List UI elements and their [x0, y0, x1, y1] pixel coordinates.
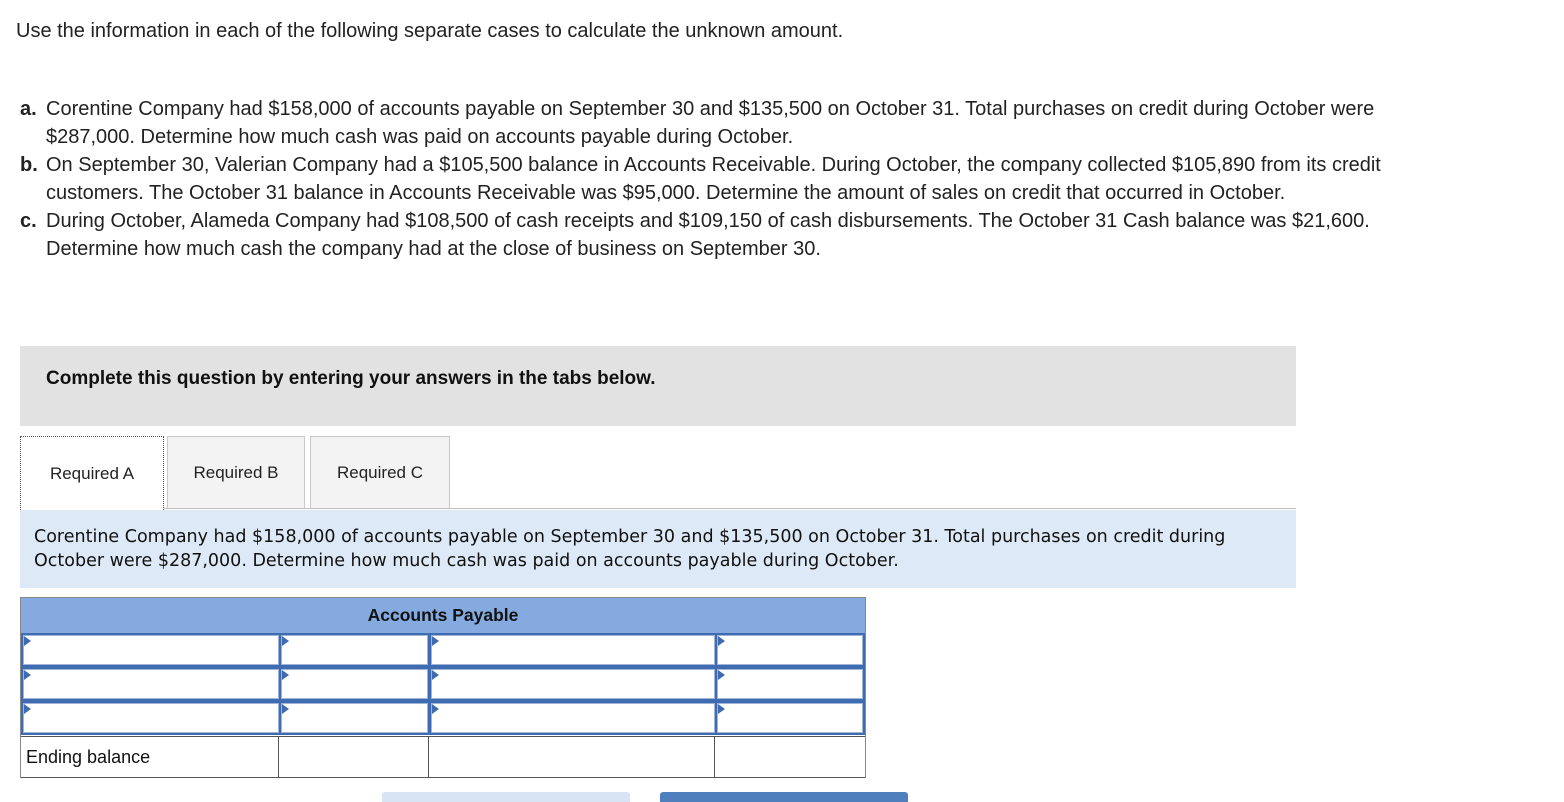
ending-right-amount-input[interactable]	[715, 737, 865, 778]
dropdown-flag-icon	[718, 704, 725, 714]
instructions-text: Use the information in each of the following separate cases to calculate the unknown amount.	[16, 20, 844, 42]
banner-text: Complete this question by entering your answers in the tabs below.	[46, 368, 656, 389]
question-prompt	[20, 510, 1296, 588]
right-label-input[interactable]	[431, 635, 715, 665]
ending-balance-label-cell	[21, 737, 279, 778]
left-amount-input[interactable]	[281, 635, 428, 665]
case-list	[20, 95, 1410, 263]
tab-bar	[20, 436, 1296, 510]
ending-left-amount-input[interactable]	[279, 737, 429, 778]
tab-required-b[interactable]: Required B	[167, 436, 305, 508]
next-button[interactable]	[660, 792, 908, 802]
dropdown-flag-icon	[282, 670, 289, 680]
case-item-b	[20, 151, 1410, 207]
dropdown-flag-icon	[718, 670, 725, 680]
case-text: Corentine Company had $158,000 of accounts payable on September 30 and $135,500 on October 31. Total purchases on credit during October were $287,000. Determine how much cash was paid on accounts payable during October.	[46, 98, 1375, 148]
left-amount-input[interactable]	[281, 703, 428, 733]
case-letter: b.	[20, 154, 38, 176]
case-text: On September 30, Valerian Company had a $105,500 balance in Accounts Receivable. During October, the company collected $105,890 from its credit customers. The October 31 balance in Accounts Receivable was $95,000. Determine the amount of sales on credit that occurred in October.	[46, 154, 1381, 204]
dropdown-flag-icon	[432, 704, 439, 714]
case-letter: a.	[20, 98, 37, 120]
prompt-text: Corentine Company had $158,000 of accounts payable on September 30 and $135,500 on October 31. Total purchases on credit during October were $287,000. Determine how much cash was paid on accounts payable during October.	[34, 527, 1226, 571]
ledger-row	[21, 633, 865, 667]
ending-right-label-cell	[429, 737, 715, 778]
left-label-input[interactable]	[23, 703, 279, 733]
dropdown-flag-icon	[282, 636, 289, 646]
right-label-input[interactable]	[431, 669, 715, 699]
right-amount-input[interactable]	[717, 669, 863, 699]
dropdown-flag-icon	[432, 670, 439, 680]
case-text: During October, Alameda Company had $108,500 of cash receipts and $109,150 of cash disbursements. The October 31 Cash balance was $21,600. Determine how much cash the company had at the close of business on September 30.	[46, 210, 1370, 260]
dropdown-flag-icon	[24, 670, 31, 680]
case-item-a	[20, 95, 1410, 151]
left-label-input[interactable]	[23, 669, 279, 699]
ledger-title: Accounts Payable	[21, 598, 865, 635]
t-account-accounts-payable	[20, 597, 866, 778]
right-amount-input[interactable]	[717, 635, 863, 665]
ledger-row	[21, 667, 865, 701]
ending-bottom-rule	[21, 777, 865, 778]
previous-button[interactable]	[382, 792, 630, 802]
dropdown-flag-icon	[282, 704, 289, 714]
dropdown-flag-icon	[24, 636, 31, 646]
right-amount-input[interactable]	[717, 703, 863, 733]
left-amount-input[interactable]	[281, 669, 428, 699]
tab-required-a[interactable]: Required A	[20, 436, 164, 510]
ending-balance-label: Ending balance	[26, 747, 151, 767]
right-label-input[interactable]	[431, 703, 715, 733]
instruction-banner	[20, 346, 1296, 426]
left-label-input[interactable]	[23, 635, 279, 665]
tab-required-c[interactable]: Required C	[310, 436, 450, 508]
tab-divider	[20, 508, 1296, 509]
dropdown-flag-icon	[432, 636, 439, 646]
case-item-c	[20, 207, 1410, 263]
ledger-row	[21, 701, 865, 735]
ending-balance-row	[21, 736, 865, 778]
dropdown-flag-icon	[24, 704, 31, 714]
dropdown-flag-icon	[718, 636, 725, 646]
case-letter: c.	[20, 210, 37, 232]
